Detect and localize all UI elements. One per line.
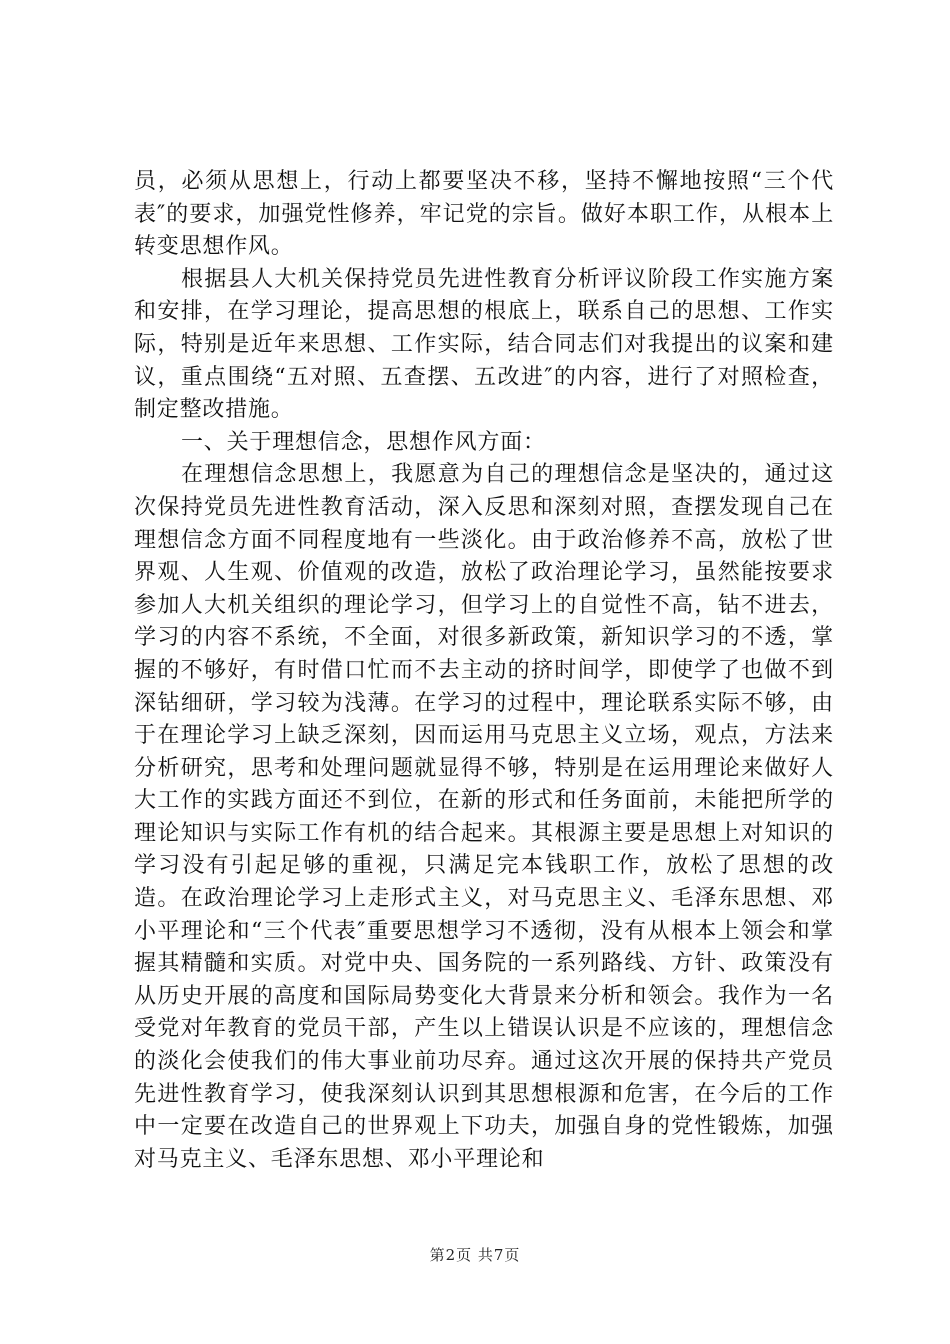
- paragraph-ideals: 在理想信念思想上，我愿意为自己的理想信念是坚决的，通过这次保持党员先进性教育活动，深入反思和深刻对照，查摆发现自己在理想信念方面不同程度地有一些淡化。由于政治修养不高，放松了世界观、人生观、价值观的改造，放松了政治理论学习，虽然能按要求参加人大机关组织的理论学习，但学习上的自觉性不高，钻不进去，学习的内容不系统，不全面，对很多新政策，新知识学习的不透，掌握的不够好，有时借口忙而不去主动的挤时间学，即使学了也做不到深钻细研，学习较为浅薄。在学习的过程中，理论联系实际不够，由于在理论学习上缺乏深刻，因而运用马克思主义立场，观点，方法来分析研究，思考和处理问题就显得不够，特别是在运用理论来做好人大工作的实践方面还不到位，在新的形式和任务面前，未能把所学的理论知识与实际工作有机的结合起来。其根源主要是思想上对知识的学习没有引起足够的重视，只满足完本钱职工作，放松了思想的改造。在政治理论学习上走形式主义，对马克思主义、毛泽东思想、邓小平理论和“三个代表″重要思想学习不透彻，没有从根本上领会和掌握其精髓和实质。对党中央、国务院的一系列路线、方针、政策没有从历史开展的高度和国际局势变化大背景来分析和领会。我作为一名受党对年教育的党员干部，产生以上错误认识是不应该的，理想信念的淡化会使我们的伟大事业前功尽弃。通过这次开展的保持共产党员先进性教育学习，使我深刻认识到其思想根源和危害，在今后的工作中一定要在改造自己的世界观上下功夫，加强自身的党性锻炼，加强对马克主义、毛泽东思想、邓小平理论和: [134, 462, 834, 1172]
- paragraph-intro: 根据县人大机关保持党员先进性教育分析评议阶段工作实施方案和安排，在学习理论，提高思想的根底上，联系自己的思想、工作实际，特别是近年来思想、工作实际，结合同志们对我提出的议案和建议，重点围绕“五对照、五查摆、五改进″的内容，进行了对照检查，制定整改措施。: [134, 266, 834, 423]
- document-body: [134, 166, 834, 1176]
- paragraph-continuation: 员，必须从思想上，行动上都要坚决不移，坚持不懈地按照“三个代表″的要求，加强党性修养，牢记党的宗旨。做好本职工作，从根本上转变思想作风。: [134, 169, 834, 260]
- section-heading: 一、关于理想信念，思想作风方面：: [181, 429, 546, 455]
- page-number-footer: 第2页 共7页: [429, 1246, 521, 1264]
